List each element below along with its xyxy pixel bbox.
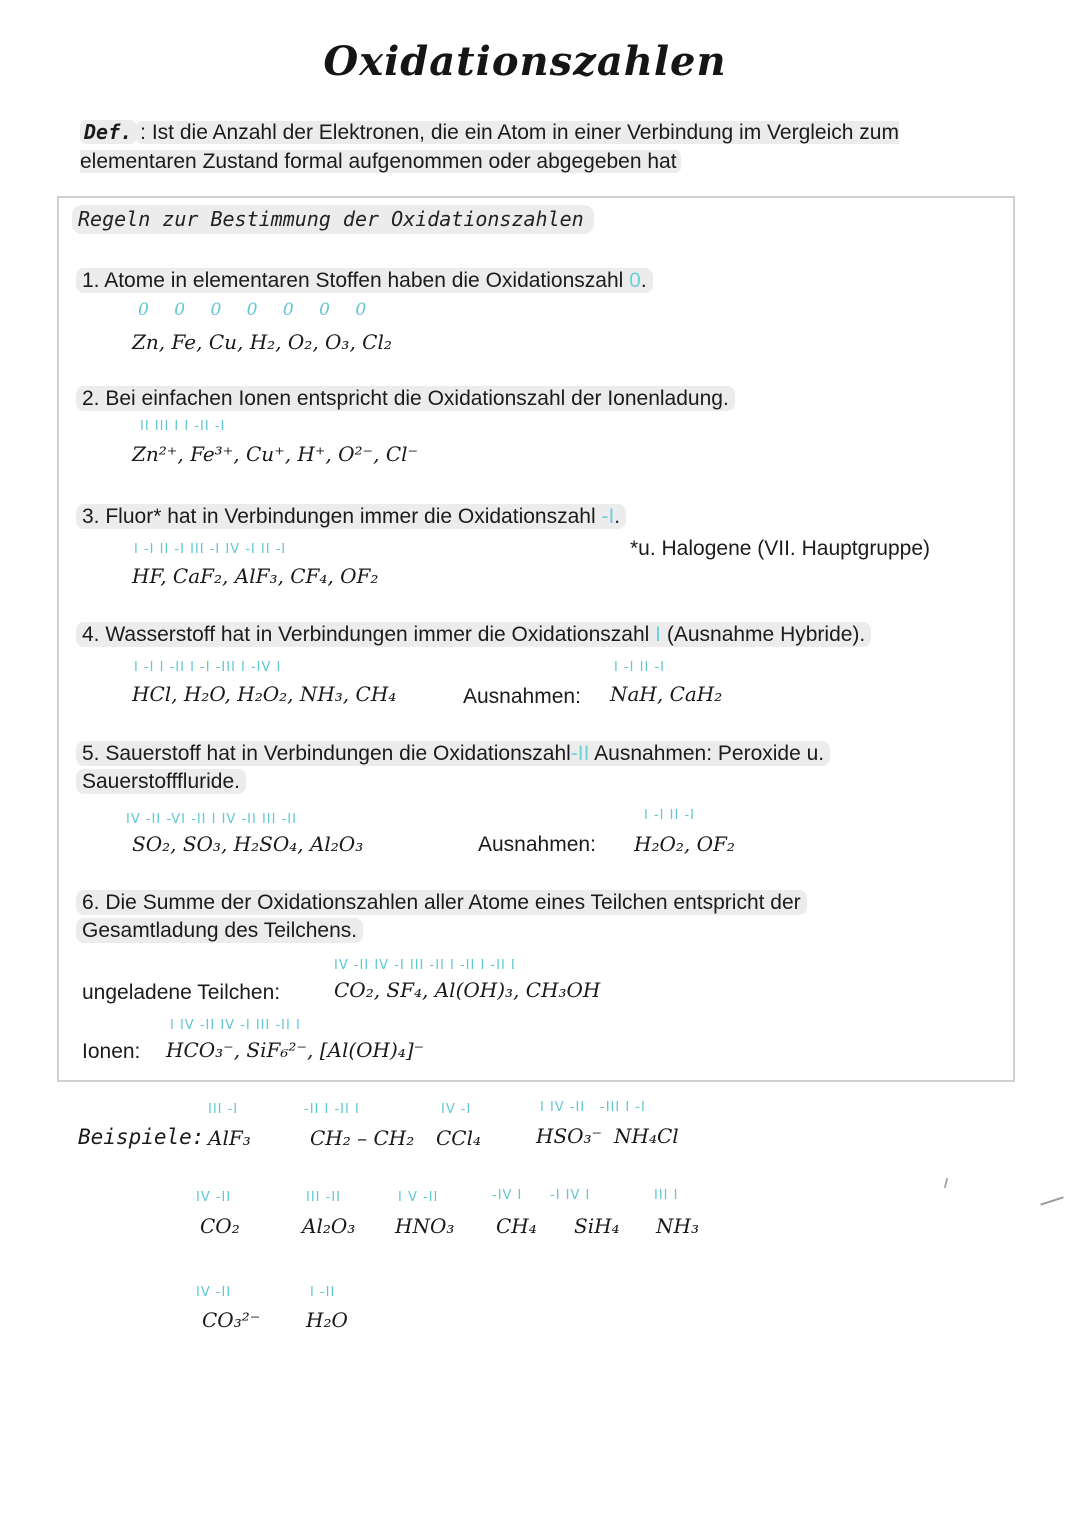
rule-1-oxidation-numbers: 0 0 0 0 0 0 0	[138, 300, 377, 320]
rule-3-note: *u. Halogene (VII. Hauptgruppe)	[630, 537, 931, 560]
rule-2-formulas: Zn²⁺, Fe³⁺, Cu⁺, H⁺, O²⁻, Cl⁻	[132, 442, 419, 466]
rule-3-oxidation-numbers: I -I II -I III -I IV -I II -I	[134, 542, 287, 557]
rule-4-oxidation-numbers: I -I I -II I -I -III I -IV I	[134, 660, 282, 675]
example-formula: HSO₃⁻	[536, 1124, 603, 1148]
rule-6-text: 6. Die Summe der Oxidationszahlen aller Atome eines Teilchen entspricht der	[76, 890, 807, 915]
rule-2-text: 2. Bei einfachen Ionen entspricht die Oxidationszahl der Ionenladung.	[76, 386, 735, 411]
rule-5-exceptions: H₂O₂, OF₂	[634, 832, 735, 856]
rule-4-text: 4. Wasserstoff hat in Verbindungen immer die Oxidationszahl	[82, 623, 650, 646]
rule-6-ions-oxidation-numbers: I IV -II IV -I III -II I	[170, 1018, 301, 1033]
rule-6-ions-label: Ionen:	[82, 1040, 141, 1063]
rule-1: 1. Atome in elementaren Stoffen haben die Oxidationszahl 0.	[76, 267, 986, 295]
rule-4-exceptions-label: Ausnahmen:	[463, 685, 581, 708]
page-title: Oxidationszahlen	[323, 38, 727, 85]
rule-3-formulas: HF, CaF₂, AlF₃, CF₄, OF₂	[132, 564, 379, 588]
example-ox: IV -II	[196, 1190, 232, 1205]
definition-text: : Ist die Anzahl der Elektronen, die ein Atom in einer Verbindung im Vergleich zum elementaren Zustand formal aufgenommen oder abgegeben hat	[80, 121, 899, 173]
rule-2-oxidation-numbers: II III I I -II -I	[140, 419, 226, 434]
example-ox: -IV I	[492, 1188, 523, 1203]
rule-4-exceptions: NaH, CaH₂	[610, 682, 723, 706]
rule-5-exceptions-oxidation-numbers: I -I II -I	[644, 808, 695, 823]
example-formula: NH₄Cl	[614, 1124, 679, 1148]
rule-5-text: 5. Sauerstoff hat in Verbindungen die Oxidationszahl	[82, 742, 571, 765]
example-formula: CH₂ – CH₂	[310, 1126, 415, 1150]
example-ox: III -II	[306, 1190, 341, 1205]
pen-mark	[944, 1178, 949, 1188]
definition-key: Def.	[80, 120, 136, 144]
example-formula: CCl₄	[436, 1126, 482, 1150]
example-formula: NH₃	[656, 1214, 699, 1238]
rule-4	[76, 621, 996, 649]
rule-3: 3. Fluor* hat in Verbindungen immer die Oxidationszahl -I.	[76, 503, 986, 531]
rule-5-value: -II	[570, 742, 590, 765]
example-formula: AlF₃	[208, 1126, 251, 1150]
example-ox: I -II	[310, 1285, 336, 1300]
example-ox: IV -II	[196, 1285, 232, 1300]
rule-4-formulas: HCl, H₂O, H₂O₂, NH₃, CH₄	[132, 682, 397, 706]
rule-5-text2: Sauerstofffluride.	[76, 769, 246, 794]
rule-6-text2: Gesamtladung des Teilchens.	[76, 918, 363, 943]
rule-3-value: -I	[601, 505, 615, 528]
rule-2	[76, 385, 986, 413]
example-ox: -I IV I	[550, 1188, 591, 1203]
example-ox: -II I -II I	[304, 1102, 360, 1117]
example-ox: III I	[654, 1188, 679, 1203]
example-formula: SiH₄	[574, 1214, 620, 1238]
rule-6-neutral-oxidation-numbers: IV -II IV -I III -II I -II I -II I	[334, 958, 516, 973]
pen-mark	[1040, 1196, 1063, 1205]
rule-5-oxidation-numbers: IV -II -VI -II I IV -II III -II	[126, 812, 297, 827]
example-ox: I V -II	[398, 1190, 439, 1205]
rule-1-value: 0	[629, 269, 641, 292]
rule-4-value: I	[655, 623, 661, 646]
example-ox: I IV -II	[540, 1100, 586, 1115]
rule-6-neutral-label: ungeladene Teilchen:	[82, 981, 281, 1004]
rule-6-ions-formulas: HCO₃⁻, SiF₆²⁻, [Al(OH)₄]⁻	[166, 1038, 425, 1062]
rule-4-suffix: (Ausnahme Hybride).	[666, 623, 866, 646]
example-ox: IV -I	[441, 1102, 472, 1117]
example-formula: HNO₃	[395, 1214, 455, 1238]
rule-6-neutral-formulas: CO₂, SF₄, Al(OH)₃, CH₃OH	[334, 978, 601, 1002]
example-formula: CH₄	[496, 1214, 537, 1238]
rule-5-suffix: Ausnahmen: Peroxide u.	[594, 742, 825, 765]
example-ox: -III I -I	[600, 1100, 646, 1115]
rule-1-formulas: Zn, Fe, Cu, H₂, O₂, O₃, Cl₂	[132, 330, 392, 354]
rule-5-formulas: SO₂, SO₃, H₂SO₄, Al₂O₃	[132, 832, 364, 856]
example-formula: CO₂	[200, 1214, 240, 1238]
definition	[80, 118, 1020, 176]
rule-1-text: 1. Atome in elementaren Stoffen haben die Oxidationszahl	[82, 269, 624, 292]
rule-5-exceptions-label: Ausnahmen:	[478, 833, 596, 856]
rule-6	[76, 889, 956, 945]
example-formula: CO₃²⁻	[202, 1308, 261, 1332]
rule-4-exceptions-oxidation-numbers: I -I II -I	[614, 660, 665, 675]
rule-5	[76, 740, 956, 796]
rule-3-text: 3. Fluor* hat in Verbindungen immer die Oxidationszahl	[82, 505, 596, 528]
example-formula: H₂O	[306, 1308, 348, 1332]
rules-box-title: Regeln zur Bestimmung der Oxidationszahlen	[72, 205, 594, 234]
example-ox: III -I	[208, 1102, 239, 1117]
example-formula: Al₂O₃	[302, 1214, 356, 1238]
examples-label: Beispiele:	[78, 1125, 205, 1149]
